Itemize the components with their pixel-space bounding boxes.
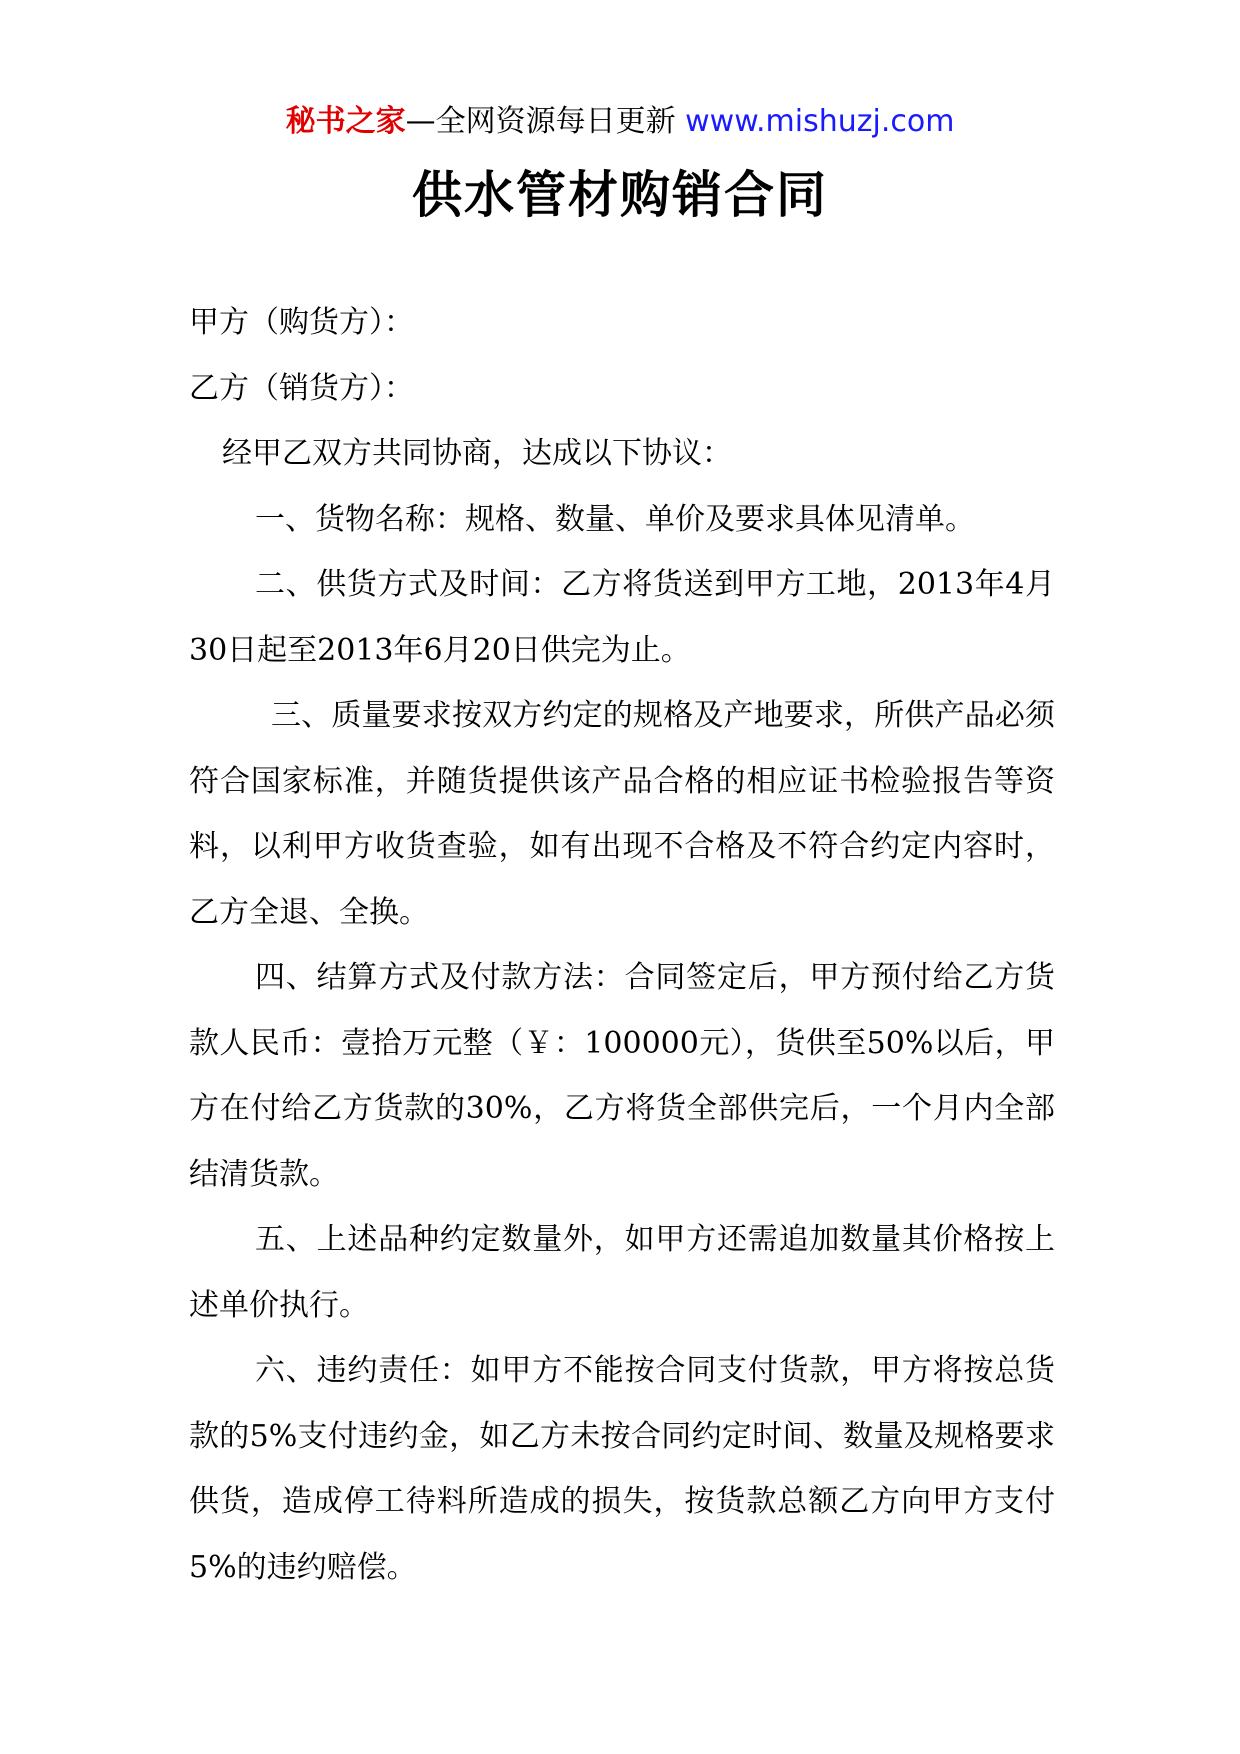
clause-5: 五、上述品种约定数量外，如甲方还需追加数量其价格按上述单价执行。: [189, 1222, 1055, 1323]
site-url-link[interactable]: www.mishuzj.com: [685, 104, 955, 139]
party-a-line: 甲方（购货方）：: [189, 305, 414, 340]
intro-paragraph: 经甲乙双方共同协商，达成以下协议：: [222, 436, 732, 471]
site-header: [0, 102, 1240, 142]
clause-1: 一、货物名称：规格、数量、单价及要求具体见清单。: [255, 501, 975, 537]
brand-name: 秘书之家: [285, 104, 406, 139]
party-b-line: 乙方（销货方）：: [189, 370, 414, 406]
header-slogan: —全网资源每日更新: [405, 104, 686, 139]
document-title: 供水管材购销合同: [412, 166, 828, 224]
contract-body: [189, 290, 1055, 1600]
clause-2: 二、供货方式及时间：乙方将货送到甲方工地，2013年4月30日起至2013年6月20日供完为止。: [189, 567, 1055, 668]
clause-6: 六、违约责任：如甲方不能按合同支付货款，甲方将按总货款的5%支付违约金，如乙方未按合同约定时间、数量及规格要求供货，造成停工待料所造成的损失，按货款总额乙方向甲方支付5%的违约赔偿。: [189, 1353, 1055, 1585]
clause-3: 三、质量要求按双方约定的规格及产地要求，所供产品必须符合国家标准，并随货提供该产品合格的相应证书检验报告等资料，以利甲方收货查验，如有出现不合格及不符合约定内容时，乙方全退、全换。: [189, 698, 1055, 930]
clause-4: 四、结算方式及付款方法：合同签定后，甲方预付给乙方货款人民币：壹拾万元整（￥：100000元），货供至50%以后，甲方在付给乙方货款的30%，乙方将货全部供完后，一个月内全部结清货款。: [189, 960, 1055, 1192]
